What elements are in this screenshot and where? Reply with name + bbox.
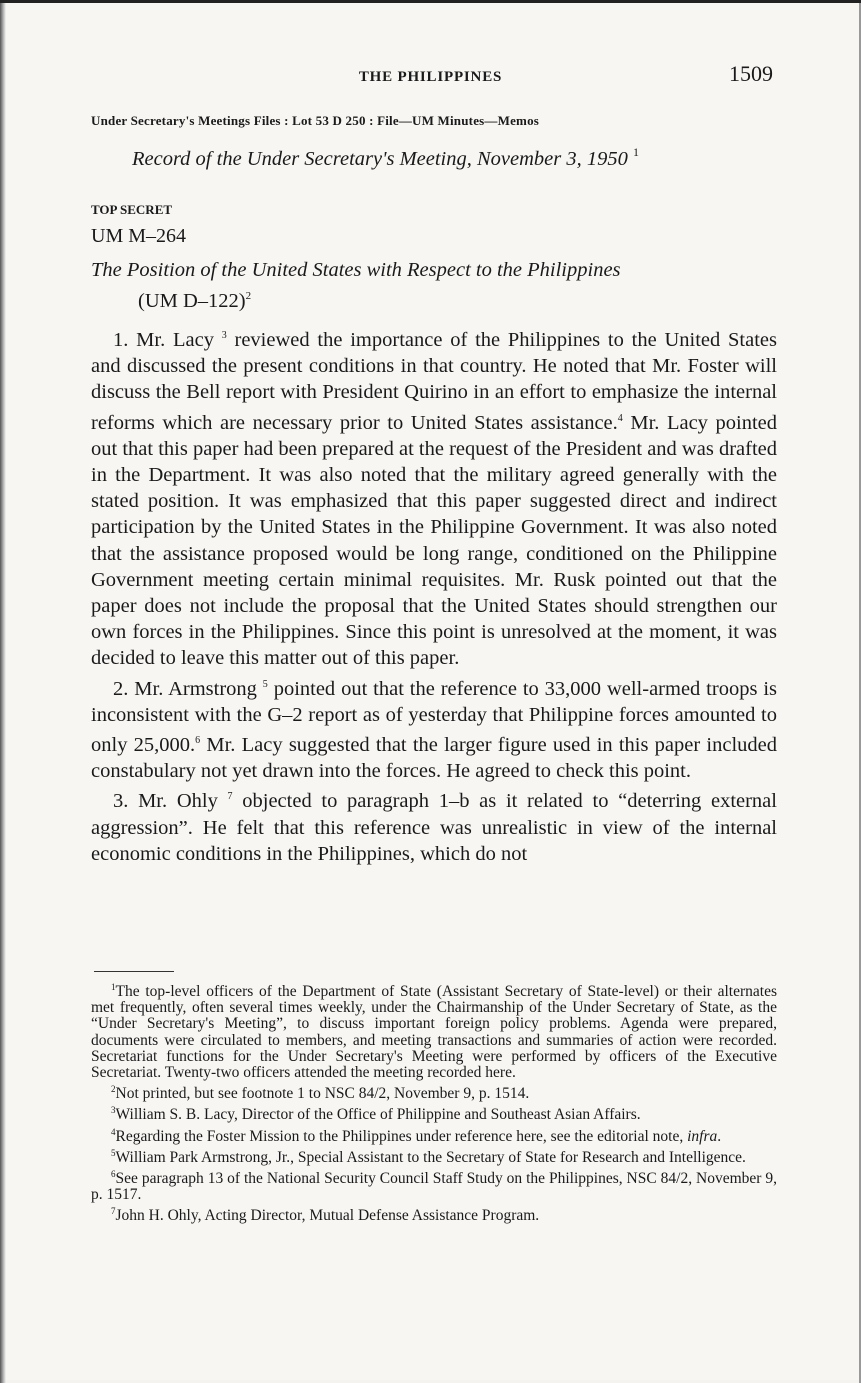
footnote-ref: 3 [221,330,227,341]
body-text [91,323,777,867]
paragraph-text: 3. Mr. Ohly [113,790,228,813]
footnote [91,979,777,1081]
body-paragraph [91,323,777,672]
footnote-number: 6 [111,1169,116,1180]
subject-reference [91,283,791,314]
subject-title: The Position of the United States with Respect to the Philippines [91,259,621,281]
body-paragraph [91,672,777,785]
footnote-text: Not printed, but see footnote 1 to NSC 84/2, November 9, p. 1514. [115,1085,530,1103]
footnote-text: William Park Armstrong, Jr., Special Assistant to the Secretary of State for Research and Intelligence. [115,1148,746,1166]
footnote-number: 4 [111,1126,116,1137]
page-number: 1509 [729,61,773,86]
footnote-ref: 2 [245,290,252,302]
paragraph-text: Mr. Lacy suggested that the larger figure used in this paper included constabulary not yet drawn into the forces. He agreed to check this point. [91,734,778,783]
footnote-ref: 6 [195,735,201,747]
subject-reference-text: (UM D–122) [138,290,246,312]
footnote [91,1203,777,1224]
paragraph-text: Mr. Lacy pointed out that this paper had been prepared at the request of the President and was drafted in the Department. It was also noted that the military agreed generally with the stated position. It was emphasized that this paper suggested direct and indirect participation by the United States in the Philippine Government. It was also noted that the assistance proposed would be long range, conditioned on the Philippine Government meeting certain minimal requisites. Mr. Rusk pointed out that the paper does not include the proposal that the United States should strengthen our own forces in the Philippines. Since this point is unresolved at the moment, it was decided to leave this matter out of this paper. [91,411,777,670]
footnote-ref: 5 [262,678,268,690]
classification-label: TOP SECRET [91,202,173,217]
footnote-ref: 1 [633,145,639,159]
footnote [91,1102,777,1123]
record-title-text: Record of the Under Secretary's Meeting, November 3, 1950 [132,148,628,170]
running-title: THE PHILIPPINES [358,69,503,85]
footnote-italic: infra [687,1127,718,1145]
footnotes [91,979,777,1225]
footnote-number: 2 [111,1084,116,1095]
footnote-rule [94,971,174,972]
footnote [91,1166,777,1203]
footnote [91,1145,777,1166]
footnote-text: The top-level officers of the Department of State (Assistant Secretary of State-level) or their alternates met frequently, often several times weekly, under the Chairmanship of the Under Secretary of State, as the “Under Secretary's Meeting”, to discuss important foreign policy problems. Agenda were prepared, documents were circulated to members, and meeting transactions and summaries of action were recorded. Secretariat functions for the Under Secretary's Meeting were performed by officers of the Executive Secretariat. Twenty-two officers attended the meeting recorded here. [91,983,777,1082]
record-title [132,145,639,171]
paragraph-text: pointed out that the reference to 33,000 well-armed troops is inconsistent with the G–2 report as of yesterday that Philippine forces amounted to only 25,000. [91,677,777,757]
paragraph-text: objected to paragraph 1–b as it related to “deterring external aggression”. He felt that this reference was unrealistic in view of the internal economic conditions in the Philippines, which do not [91,790,777,865]
footnote-text: Regarding the Foster Mission to the Philippines under reference here, see the editorial note, [115,1127,688,1145]
footnote [91,1081,777,1102]
footnote-ref: 4 [617,412,623,424]
footnote-number: 1 [111,982,116,992]
footnote-text: See paragraph 13 of the National Security Council Staff Study on the Philippines, NSC 84/2, November 9, p. 1517. [91,1170,777,1204]
footnote-text-end: . [717,1127,722,1145]
footnote-number: 3 [111,1105,116,1116]
footnote-number: 5 [111,1147,116,1158]
subject-heading [91,257,791,314]
paragraph-text: 1. Mr. Lacy [113,329,222,351]
page-left-edge [0,3,6,1383]
footnote-ref: 7 [227,791,233,803]
source-line: Under Secretary's Meetings Files : Lot 53 D 250 : File—UM Minutes—Memos [91,113,540,128]
document-number: UM M–264 [91,225,187,247]
footnote [91,1124,777,1145]
footnote-number: 7 [111,1206,116,1217]
footnote-text: William S. B. Lacy, Director of the Office of Philippine and Southeast Asian Affairs. [115,1106,641,1124]
paragraph-text: reviewed the importance of the Philippines to the United States and discussed the present conditions in that country. He noted that Mr. Foster will discuss the Bell report with President Quirino in an effort to emphasize the internal reforms which are necessary prior to United States assistance. [91,329,777,434]
body-paragraph [91,784,777,867]
footnote-text: John H. Ohly, Acting Director, Mutual Defense Assistance Program. [115,1207,540,1225]
paragraph-text: 2. Mr. Armstrong [113,677,263,700]
